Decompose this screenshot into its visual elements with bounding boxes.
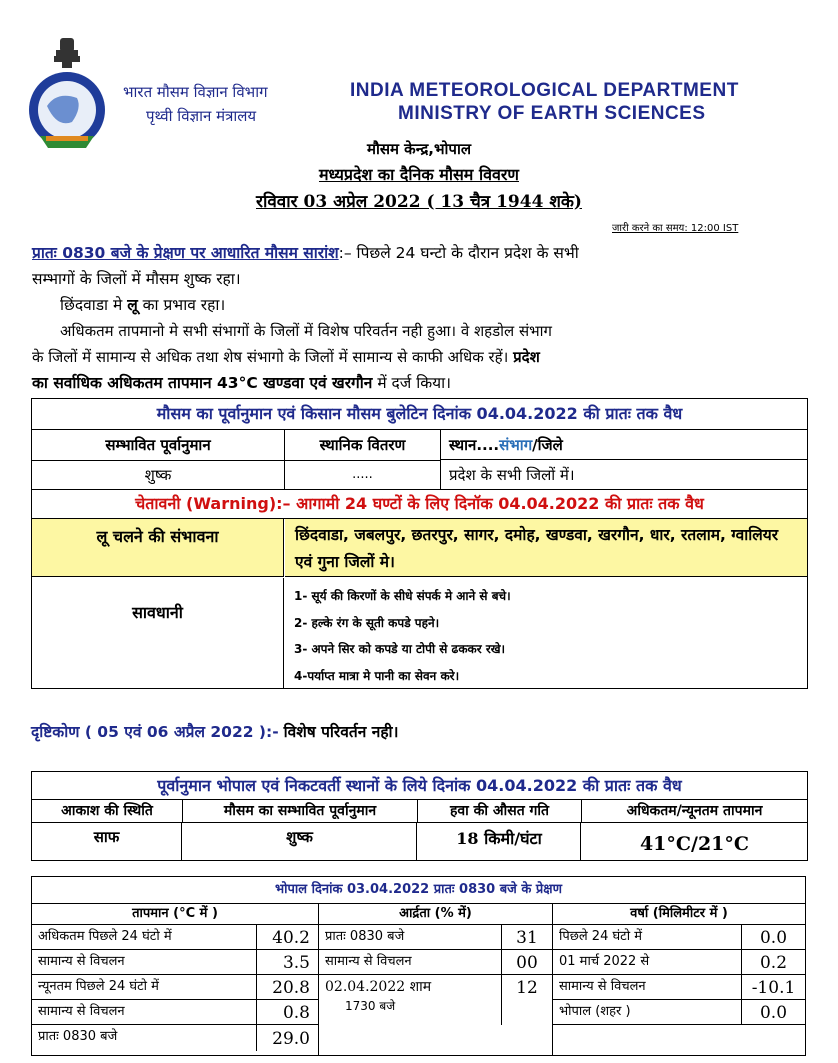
summary-line4: अधिकतम तापमानो मे सभी संभागों के जिलों में विशेष परिवर्तन नही हुआ। वे शहडोल संभाग [60,322,552,340]
bhopal-header-weather: मौसम का सम्भावित पूर्वानुमान [183,800,418,823]
rain-label: 01 मार्च 2022 से [553,950,742,974]
obs-header-humidity: आर्द्रता (% में) [319,904,552,925]
temp-value: 20.8 [272,978,310,998]
temperature-rows [32,925,318,1051]
forecast-col2-header: स्थानिक वितरण [285,430,441,461]
temp-value: 40.2 [272,928,310,948]
table-row [319,950,552,975]
humidity-label-cell [319,975,502,1025]
forecast-col1-header: सम्भावित पूर्वानुमान [32,430,285,461]
hindi-ministry-name: पृथ्वी विज्ञान मंत्रालय [146,107,257,125]
heatwave-districts: छिंदवाडा, जबलपुर, छतरपुर, सागर, दमोह, खण्डवा, खरगौन, धार, रतलाम, ग्वालियर एवं गुना जिलों मे। [285,519,807,577]
table-row [553,1000,805,1025]
observation-title: भोपाल दिनांक 03.04.2022 प्रातः 0830 बजे के प्रेक्षण [32,877,805,904]
summary-line1: :– पिछले 24 घन्टो के दौरान प्रदेश के सभी [338,244,579,262]
col3-pre: स्थान.... [449,436,500,454]
humidity-rows [319,925,552,1025]
hindi-dept-name: भारत मौसम विज्ञान विभाग [123,83,268,101]
summary-line3-bold: लू [127,296,138,314]
humidity-value: 12 [516,978,538,998]
summary-line3-post: का प्रभाव रहा। [142,296,226,314]
english-ministry-name: MINISTRY OF EARTH SCIENCES [398,103,706,124]
temp-label: अधिकतम पिछले 24 घंटो में [32,925,257,949]
issue-time: जारी करने का समय: 12:00 IST [612,223,739,234]
bhopal-sky: साफ [32,823,182,860]
temp-label: सामान्य से विचलन [32,1000,257,1024]
heatwave-label: लू चलने की संभावना [32,519,284,577]
bhopal-header-sky: आकाश की स्थिति [32,800,183,823]
outlook-text: विशेष परिवर्तन नही। [283,723,399,741]
humidity-label: सामान्य से विचलन [319,950,502,974]
humidity-sublabel: 1730 बजे [345,999,396,1013]
temp-value: 0.8 [282,1003,310,1023]
bhopal-temp: 41°C/21°C [639,833,750,855]
bhopal-header-wind: हवा की औसत गति [418,800,582,823]
forecast-col3-header [441,430,807,460]
precaution-item: 2- हल्के रंग के सूती कपडे पहने। [294,615,440,630]
table-row [32,1025,318,1051]
forecast-place: प्रदेश के सभी जिलों में। [449,466,575,484]
summary-heading: प्रातः 0830 बजे के प्रेक्षण पर आधारित मौसम सारांश [32,244,339,262]
rain-label: भोपाल (शहर ) [553,1000,742,1024]
rainfall-rows [553,925,805,1025]
bhopal-wind: 18 किमी/घंटा [418,823,581,860]
precaution-label: सावधानी [32,578,284,688]
temp-label: सामान्य से विचलन [32,950,257,974]
bhopal-header-temp: अधिकतम/न्यूनतम तापमान [582,800,807,823]
bhopal-forecast-title: पूर्वानुमान भोपाल एवं निकटवर्ती स्थानों के लिये दिनांक 04.04.2022 की प्रातः तक वैध [32,772,807,800]
summary-line5-bold: प्रदेश [513,348,540,366]
rain-label: पिछले 24 घंटो में [553,925,742,949]
summary-line5: के जिलों में सामान्य से अधिक तथा शेष संभागो के जिलों में सामान्य से काफी अधिक रहें। [32,348,509,366]
precaution-item: 4-पर्याप्त मात्रा मे पानी का सेवन करे। [294,668,460,683]
obs-header-rain: वर्षा (मिलिमीटर में ) [553,904,805,925]
table-row [32,925,318,950]
summary-line6-bold: का सर्वाधिक अधिकतम तापमान 43°C खण्डवा एवं खरगौन [32,374,373,392]
forecast-value: शुष्क [32,461,285,489]
report-title: मध्यप्रदेश का दैनिक मौसम विवरण [318,165,519,184]
table-row [319,975,552,1025]
summary-line6-rest: में दर्ज किया। [377,374,451,392]
forecast-distribution: ..... [285,461,441,489]
humidity-value: 31 [516,928,538,948]
precaution-item: 3- अपने सिर को कपडे या टोपी से ढककर रखे। [294,642,506,656]
report-date: रविवार 03 अप्रेल 2022 ( 13 चैत्र 1944 शके) [256,192,582,212]
humidity-label: 02.04.2022 शाम [325,979,432,995]
rain-value: -10.1 [751,978,796,998]
temp-value: 3.5 [282,953,310,973]
bhopal-forecast-table [31,771,808,861]
outlook-label: दृष्टिकोण ( 05 एवं 06 अप्रैल 2022 ):- [31,723,279,741]
precaution-item: 1- सूर्य की किरणों के सीधे संपर्क मे आने से बचे। [294,589,511,603]
summary-line3-pre: छिंदवाडा मे [60,296,123,314]
summary-line2: सम्भागों के जिलों में मौसम शुष्क रहा। [32,270,241,288]
table-row [553,975,805,1000]
rain-label: सामान्य से विचलन [553,975,742,999]
rain-value: 0.2 [759,953,788,973]
warning-title: चेतावनी (Warning):– आगामी 24 घण्टों के लिए दिनॉक 04.04.2022 की प्रातः तक वैध [32,489,807,519]
bhopal-weather: शुष्क [183,823,417,860]
imd-logo [22,36,112,154]
temp-label: न्यूनतम पिछले 24 घंटो में [32,975,257,999]
forecast-title: मौसम का पूर्वानुमान एवं किसान मौसम बुलेटिन दिनांक 04.04.2022 की प्रातः तक वैध [32,399,807,430]
temp-label: प्रातः 0830 बजे [32,1025,257,1051]
table-row [32,975,318,1000]
weather-summary [32,240,808,396]
table-row [319,925,552,950]
humidity-label: प्रातः 0830 बजे [319,925,502,949]
col3-blue: संभाग [499,436,533,454]
precaution-list [294,583,794,689]
table-row [32,950,318,975]
table-row [32,1000,318,1025]
weather-center: मौसम केन्द्र,भोपाल [366,140,471,158]
humidity-value: 00 [516,953,538,973]
table-row [553,925,805,950]
rain-value: 0.0 [759,1003,788,1023]
obs-header-temp: तापमान (°C में ) [32,904,318,925]
table-row [553,950,805,975]
english-dept-name: INDIA METEOROLOGICAL DEPARTMENT [350,80,739,101]
forecast-block [31,398,808,689]
temp-value: 29.0 [272,1029,310,1049]
observation-table [31,876,806,1056]
rain-value: 0.0 [759,928,788,948]
col3-post: /जिले [532,436,563,454]
outlook [31,720,398,742]
